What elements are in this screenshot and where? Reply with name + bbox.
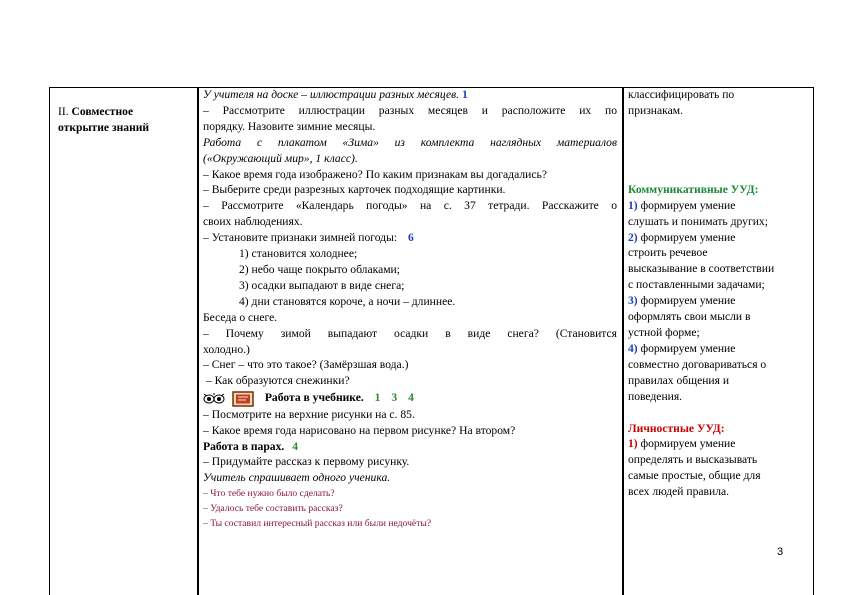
text-line: Беседа о снеге. bbox=[203, 310, 278, 324]
step-number: 1 bbox=[461, 88, 468, 101]
text-line: – Выберите среди разрезных карточек подходящие картинки. bbox=[203, 183, 506, 197]
table-divider-1 bbox=[197, 87, 199, 595]
item-number: 3) bbox=[628, 294, 638, 308]
teacher-note: Учитель спрашивает одного ученика. bbox=[203, 471, 391, 485]
task-number: 4 bbox=[408, 391, 414, 405]
page-number: 3 bbox=[777, 546, 784, 558]
poster-work-2: («Окружающий мир», 1 класс). bbox=[203, 151, 358, 165]
lesson-content-cell bbox=[203, 87, 617, 531]
question-item: – Удалось тебе составить рассказ? bbox=[203, 503, 343, 515]
text-line: определять и высказывать bbox=[628, 453, 758, 467]
item-number: 2) bbox=[628, 230, 638, 244]
text-line: признакам. bbox=[628, 103, 683, 117]
text-line: с поставленными задачами; bbox=[628, 278, 765, 292]
sign-item: 3) осадки выпадают в виде снега; bbox=[239, 278, 405, 292]
text-line: – Рассмотрите иллюстрации разных месяцев и расположите их по bbox=[203, 103, 617, 117]
table-right-border bbox=[813, 87, 814, 595]
section-cell bbox=[58, 104, 193, 136]
text-line: – Какое время года изображено? По каким признакам вы догадались? bbox=[203, 167, 547, 181]
text-line: классифицировать по bbox=[628, 88, 735, 101]
text-line: устной форме; bbox=[628, 325, 700, 339]
text-line: поведения. bbox=[628, 389, 683, 403]
text-line: формируем умение bbox=[637, 230, 736, 244]
sign-item: 1) становится холоднее; bbox=[239, 247, 358, 261]
text-line: всех людей правила. bbox=[628, 485, 730, 499]
text-line: – Снег – что это такое? (Замёрзшая вода.) bbox=[203, 358, 409, 372]
item-number: 1) bbox=[628, 198, 638, 212]
step-number: 6 bbox=[408, 231, 414, 245]
text-line: – Придумайте рассказ к первому рисунку. bbox=[203, 455, 410, 469]
section-number: II. bbox=[58, 105, 69, 118]
board-note: У учителя на доске – иллюстрации разных месяцев. bbox=[203, 88, 460, 101]
text-line: слушать и понимать других; bbox=[628, 214, 768, 228]
sign-item: 4) дни становятся короче, а ночи – длиннее. bbox=[239, 294, 456, 308]
task-number: 4 bbox=[292, 439, 299, 453]
text-line: – Посмотрите на верхние рисунки на с. 85. bbox=[203, 407, 415, 421]
text-line: – Какое время года нарисовано на первом рисунке? На втором? bbox=[203, 423, 516, 437]
text-line: самые простые, общие для bbox=[628, 469, 761, 483]
text-line: своих наблюдениях. bbox=[203, 215, 303, 229]
text-line: формируем умение bbox=[637, 294, 736, 308]
table-left-border bbox=[49, 87, 50, 595]
communicative-header: Коммуникативные УУД: bbox=[628, 182, 759, 196]
sign-item: 2) небо чаще покрыто облаками; bbox=[239, 262, 400, 276]
item-number: 1) bbox=[628, 437, 638, 451]
task-number: 3 bbox=[391, 391, 398, 405]
eyes-icon bbox=[203, 392, 225, 406]
item-number: 4) bbox=[628, 341, 638, 355]
poster-work: Работа с плакатом «Зима» из комплекта наглядных материалов bbox=[203, 135, 617, 149]
text-line: формируем умение bbox=[637, 341, 736, 355]
text-line: правилах общения и bbox=[628, 373, 730, 387]
text-line: – Почему зимой выпадают осадки в виде снега? (Становится bbox=[203, 326, 617, 340]
personal-header: Личностные УУД: bbox=[628, 421, 725, 435]
skills-cell bbox=[628, 87, 806, 500]
pair-work: Работа в парах. bbox=[203, 439, 285, 453]
text-line: высказывание в соответствии bbox=[628, 262, 775, 276]
question-item: – Ты составил интересный рассказ или были недочёты? bbox=[203, 518, 432, 530]
section-title-1: Совместное bbox=[71, 105, 134, 118]
text-line: совместно договариваться о bbox=[628, 357, 767, 371]
text-line: порядку. Назовите зимние месяцы. bbox=[203, 119, 376, 133]
text-line: – Установите признаки зимней погоды: bbox=[203, 231, 398, 245]
section-title-2: открытие знаний bbox=[58, 120, 150, 134]
text-line: холодно.) bbox=[203, 342, 250, 356]
text-line: оформлять свои мысли в bbox=[628, 310, 751, 324]
textbook-icons bbox=[203, 390, 254, 406]
book-icon bbox=[232, 391, 254, 407]
question-item: – Что тебе нужно было сделать? bbox=[203, 488, 335, 500]
table-divider-2 bbox=[622, 87, 624, 595]
textbook-work: Работа в учебнике. bbox=[264, 391, 364, 405]
text-line: – Как образуются снежинки? bbox=[203, 374, 350, 388]
text-line: формируем умение bbox=[637, 198, 736, 212]
task-number: 1 bbox=[374, 391, 381, 405]
text-line: формируем умение bbox=[637, 437, 736, 451]
text-line: строить речевое bbox=[628, 246, 708, 260]
text-line: – Рассмотрите «Календарь погоды» на с. 37 тетради. Расскажите о bbox=[203, 199, 617, 213]
